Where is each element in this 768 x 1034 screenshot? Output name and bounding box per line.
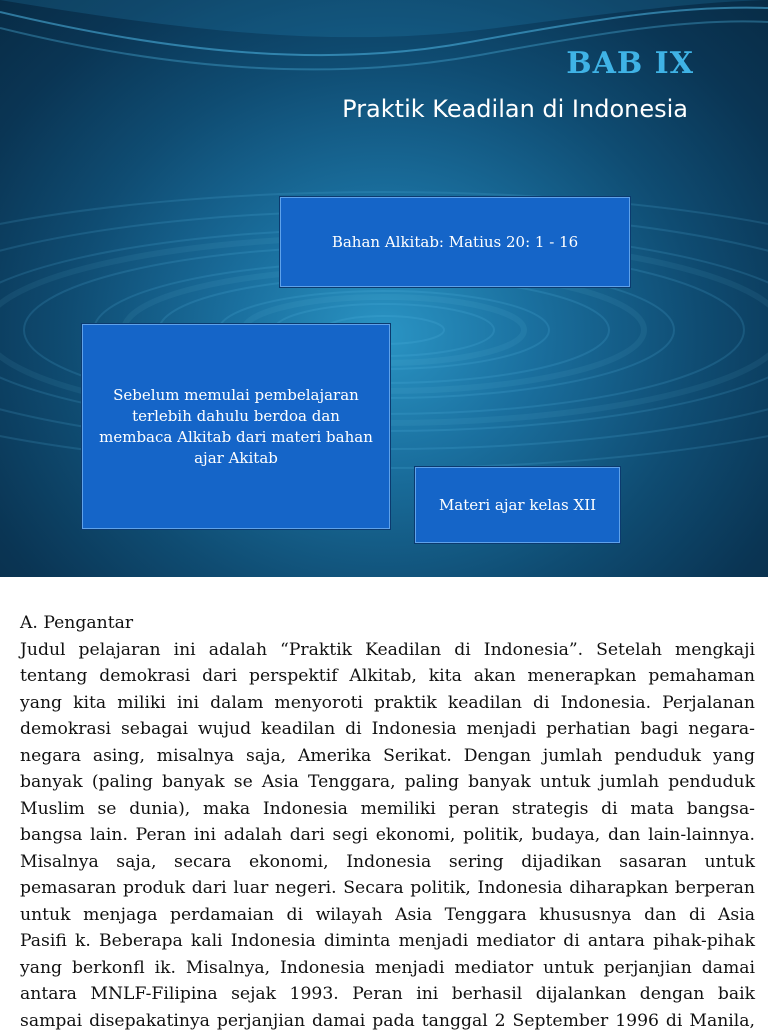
class-material-box bbox=[415, 467, 620, 543]
paragraph-line: yang berkonfl ik. Misalnya, Indonesia menjadi mediator untuk perjanjian damai bbox=[20, 955, 755, 982]
bible-reading-box bbox=[280, 197, 630, 287]
prayer-instruction-box bbox=[82, 324, 390, 529]
paragraph-line: banyak (paling banyak se Asia Tenggara, paling banyak untuk jumlah penduduk bbox=[20, 769, 755, 796]
paragraph-line: Muslim se dunia), maka Indonesia memiliki peran strategis di mata bangsa- bbox=[20, 796, 755, 823]
paragraph-line: untuk menjaga perdamaian di wilayah Asia Tenggara khususnya dan di Asia bbox=[20, 902, 755, 929]
paragraph-line: Pasifi k. Beberapa kali Indonesia diminta menjadi mediator di antara pihak-pihak bbox=[20, 928, 755, 955]
prayer-instruction-text: Sebelum memulai pembelajaran terlebih dahulu berdoa dan membaca Alkitab dari materi bahan ajar Akitab bbox=[97, 385, 375, 469]
paragraph-line: Misalnya saja, secara ekonomi, Indonesia sering dijadikan sasaran untuk bbox=[20, 849, 755, 876]
introduction-paragraph bbox=[20, 637, 755, 1034]
bible-reading-text: Bahan Alkitab: Matius 20: 1 - 16 bbox=[332, 233, 578, 251]
paragraph-line: yang kita miliki ini dalam menyoroti praktik keadilan di Indonesia. Perjalanan bbox=[20, 690, 755, 717]
document-body bbox=[20, 610, 755, 1034]
class-material-text: Materi ajar kelas XII bbox=[439, 496, 596, 514]
chapter-subtitle: Praktik Keadilan di Indonesia bbox=[342, 95, 688, 123]
paragraph-line: negara asing, misalnya saja, Amerika Serikat. Dengan jumlah penduduk yang bbox=[20, 743, 755, 770]
paragraph-line: tentang demokrasi dari perspektif Alkitab, kita akan menerapkan pemahaman bbox=[20, 663, 755, 690]
paragraph-line: demokrasi sebagai wujud keadilan di Indonesia menjadi perhatian bagi negara- bbox=[20, 716, 755, 743]
section-heading: A. Pengantar bbox=[20, 610, 755, 637]
paragraph-line: pemasaran produk dari luar negeri. Secara politik, Indonesia diharapkan berperan bbox=[20, 875, 755, 902]
paragraph-line: Judul pelajaran ini adalah “Praktik Keadilan di Indonesia”. Setelah mengkaji bbox=[20, 637, 755, 664]
paragraph-line: sampai disepakatinya perjanjian damai pada tanggal 2 September 1996 di Manila, bbox=[20, 1008, 755, 1034]
chapter-title: BAB IX bbox=[566, 46, 694, 81]
paragraph-line: bangsa lain. Peran ini adalah dari segi ekonomi, politik, budaya, dan lain-lainnya. bbox=[20, 822, 755, 849]
paragraph-line: antara MNLF-Filipina sejak 1993. Peran ini berhasil dijalankan dengan baik bbox=[20, 981, 755, 1008]
